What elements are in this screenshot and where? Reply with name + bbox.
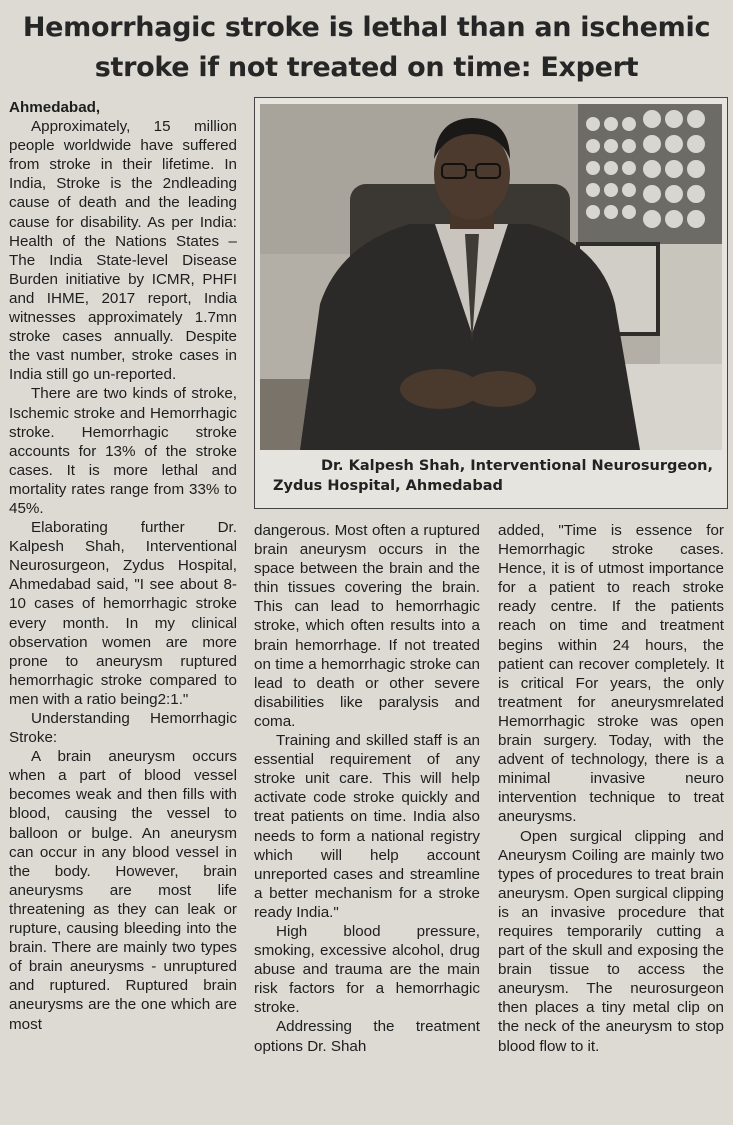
headline-line-2: stroke if not treated on time: Expert (94, 52, 639, 83)
article-column-2 (254, 521, 480, 1056)
paragraph: added, "Time is essence for Hemorrhagic stroke cases. Hence, it is of utmost importance for a patient to reach stroke ready centre. If the patients reach on time and treatment begins within 24 hours, the patient can recover completely. It is critical For years, the only treatment for aneurysmrelated Hemorrhagic stroke was open brain surgery. Today, with the advent of technology, there is a minimal invasive neuro intervention technique to treat aneurysms. (498, 522, 724, 826)
paragraph: Elaborating further Dr. Kalpesh Shah, Interventional Neurosurgeon, Zydus Hospital, Ahmedabad said, "I see about 8-10 cases of hemorrhagic stroke every month. In my clinical observation women are more prone to aneurysm ruptured hemorrhagic stroke compared to men with a ratio being2:1." (9, 519, 237, 708)
photo-frame (254, 97, 728, 509)
dateline: Ahmedabad, (9, 99, 101, 116)
paragraph: There are two kinds of stroke, Ischemic stroke and Hemorrhagic stroke. Hemorrhagic stroke accounts for 13% of the stroke cases. It is more lethal and mortality rates range from 33% to 45%. (9, 385, 237, 517)
paragraph: Approximately, 15 million people worldwide have suffered from stroke in their lifetime. In India, Stroke is the 2ndleading cause of death and the leading cause for disability. As per India: Health of the Nations States – The India State-level Disease Burden initiative by ICMR, PHFI and IHME, 2017 report, India witnesses approximately 1.7mn stroke cases annually. Despite the vast number, stroke cases in India still go un-reported. (9, 118, 237, 384)
paragraph: dangerous. Most often a ruptured brain aneurysm occurs in the space between the brain and the thin tissues covering the brain. This can lead to hemorrhagic stroke, which often results into a brain hemorrhage. If not treated on time a hemorrhagic stroke can lead to death or other severe disabilities like paralysis and coma. (254, 522, 480, 730)
article-column-3 (498, 521, 724, 1056)
article-headline (0, 8, 733, 88)
doctor-photo (260, 104, 722, 450)
subheading: Understanding Hemorrhagic Stroke: (9, 710, 237, 747)
paragraph: Training and skilled staff is an essential requirement of any stroke unit care. This will help activate code stroke quickly and treat patients on time. India also needs to form a national registry which will help account unreported cases and streamline a better mechanism for a stroke ready India." (254, 732, 480, 921)
paragraph: High blood pressure, smoking, excessive alcohol, drug abuse and trauma are the main risk factors for a hemorrhagic stroke. (254, 922, 480, 1017)
caption-line-2: Zydus Hospital, Ahmedabad (273, 478, 503, 494)
article-column-1 (9, 98, 237, 1034)
caption-line-1: Dr. Kalpesh Shah, Interventional Neurosurgeon, (320, 458, 713, 474)
photo-caption (273, 456, 713, 496)
paragraph: Addressing the treatment options Dr. Shah (254, 1018, 480, 1055)
paragraph: Open surgical clipping and Aneurysm Coiling are mainly two types of procedures to treat brain aneurysm. Open surgical clipping is an invasive procedure that requires temporarily cutting a part of the skull and exposing the brain tissue to access the aneurysm. The neurosurgeon then places a tiny metal clip on the neck of the aneurysm to stop blood flow to it. (498, 827, 724, 1055)
doctor-portrait-image (260, 104, 722, 450)
headline-line-1: Hemorrhagic stroke is lethal than an ischemic (22, 12, 711, 43)
paragraph: A brain aneurysm occurs when a part of blood vessel becomes weak and then fills with blood, causing the vessel to balloon or bulge. An aneurysm can occur in any blood vessel in the body. However, brain aneurysms are most life threatening as they can leak or rupture, causing bleeding into the brain. There are mainly two types of brain aneurysms - unruptured and ruptured. Ruptured brain aneurysms are the one which are most (9, 748, 237, 1033)
